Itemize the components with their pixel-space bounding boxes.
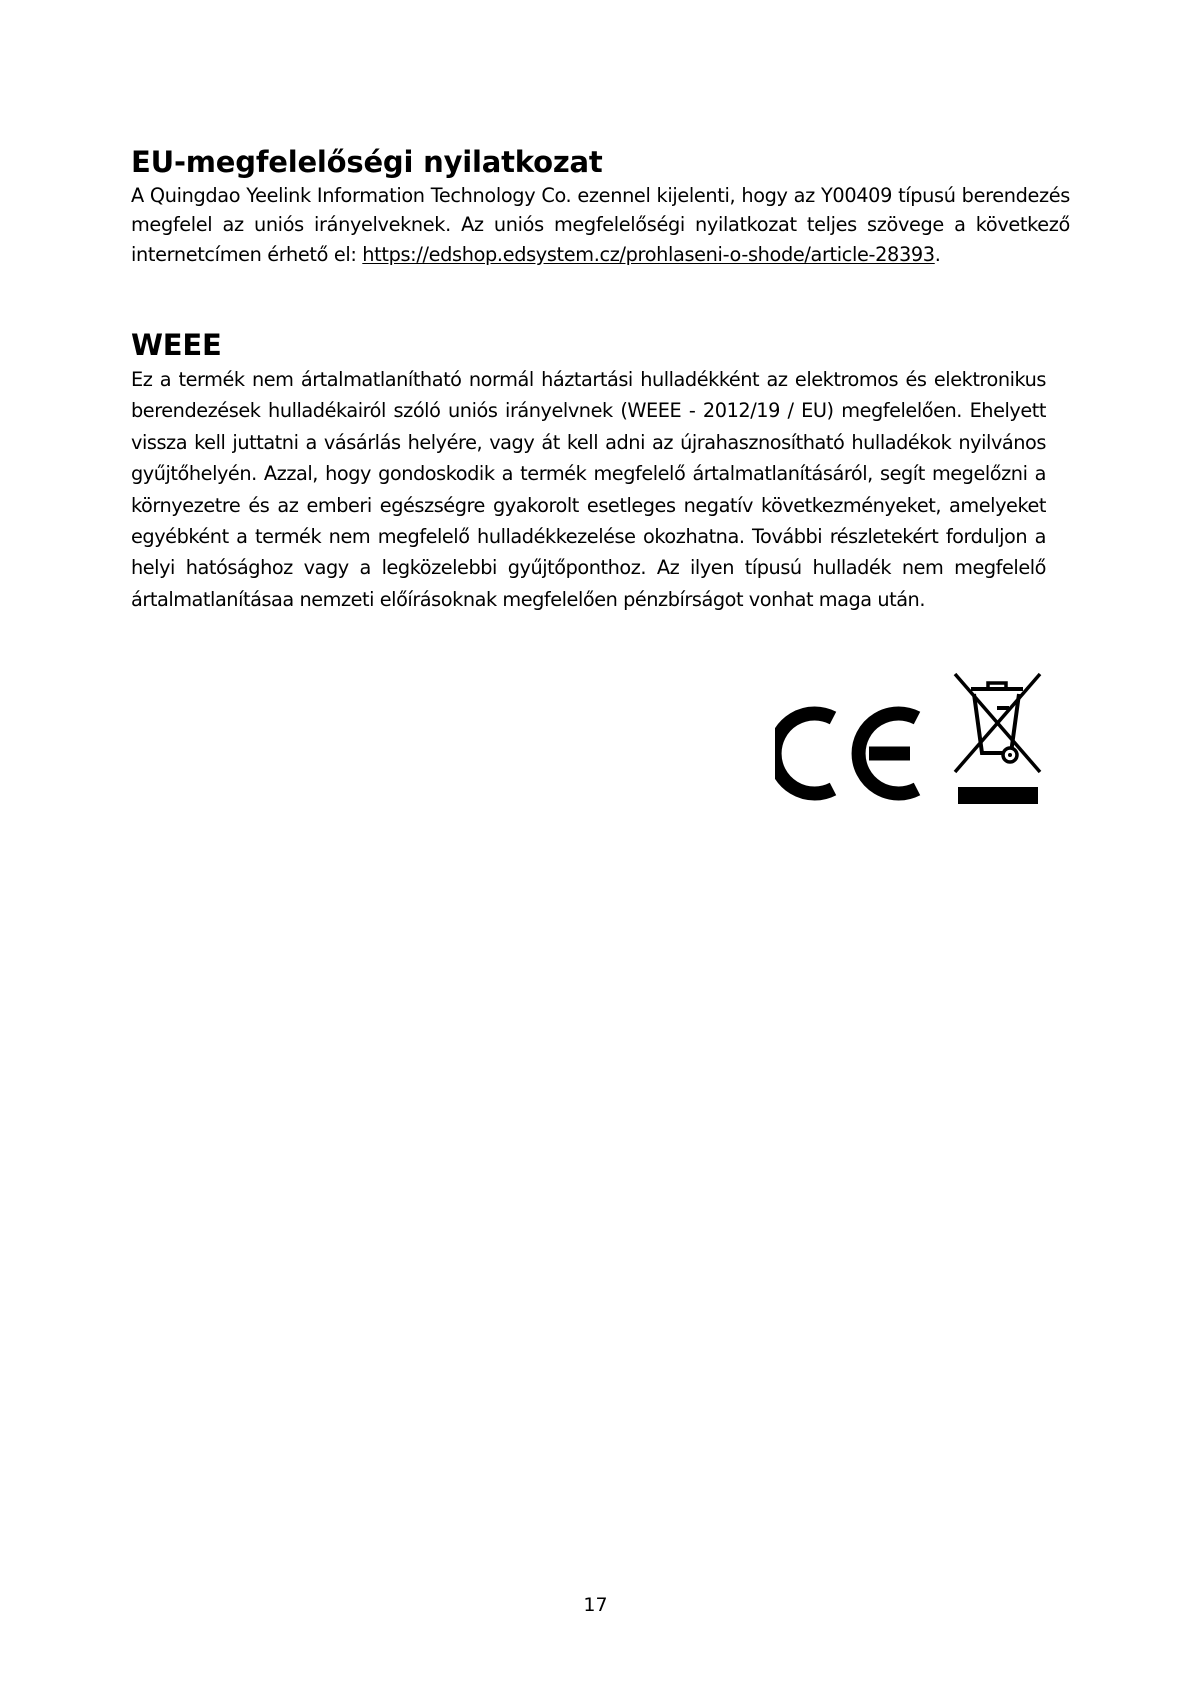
eu-declaration-text-lead: A Quingdao Yeelink Information Technology Co. ezennel kijelenti, hogy az Y00409 típusú berendezés megfelel az uniós irányelveknek. Az uniós megfelelőségi nyilatkozat teljes szövege a következő internetcímen érhető el: [131, 184, 1070, 266]
weee-section [131, 326, 1046, 615]
crossed-out-wheelie-bin-icon [955, 674, 1040, 804]
page-number: 17 [583, 1594, 608, 1616]
ce-mark-icon [775, 714, 917, 794]
compliance-marks [775, 660, 1050, 815]
eu-declaration-section [131, 143, 1070, 269]
eu-declaration-text-end: . [934, 242, 941, 266]
eu-declaration-heading: EU-megfelelőségi nyilatkozat [131, 145, 603, 179]
eu-declaration-text [131, 181, 1070, 269]
weee-heading: WEEE [131, 328, 222, 362]
declaration-link[interactable]: https://edshop.edsystem.cz/prohlaseni-o-shode/article-28393 [362, 242, 935, 266]
weee-text: Ez a termék nem ártalmatlanítható normál háztartási hulladékként az elektromos és elektronikus berendezések hulladékairól szóló uniós irányelvnek (WEEE - 2012/19 / EU) megfelelően. Ehelyett vissza kell juttatni a vásárlás helyére, vagy át kell adni az újrahasznosítható hulladékok nyilvános gyűjtőhelyén. Azzal, hogy gondoskodik a termék megfelelő ártalmatlanításáról, segít megelőzni a környezetre és az emberi egészségre gyakorolt esetleges negatív következményeket, amelyeket egyébként a termék nem megfelelő hulladékkezelése okozhatna. További részletekért forduljon a helyi hatósághoz vagy a legközelebbi gyűjtőponthoz. Az ilyen típusú hulladék nem megfelelő ártalmatlanításaa nemzeti előírásoknak megfelelően pénzbírságot vonhat maga után. [131, 368, 1046, 611]
